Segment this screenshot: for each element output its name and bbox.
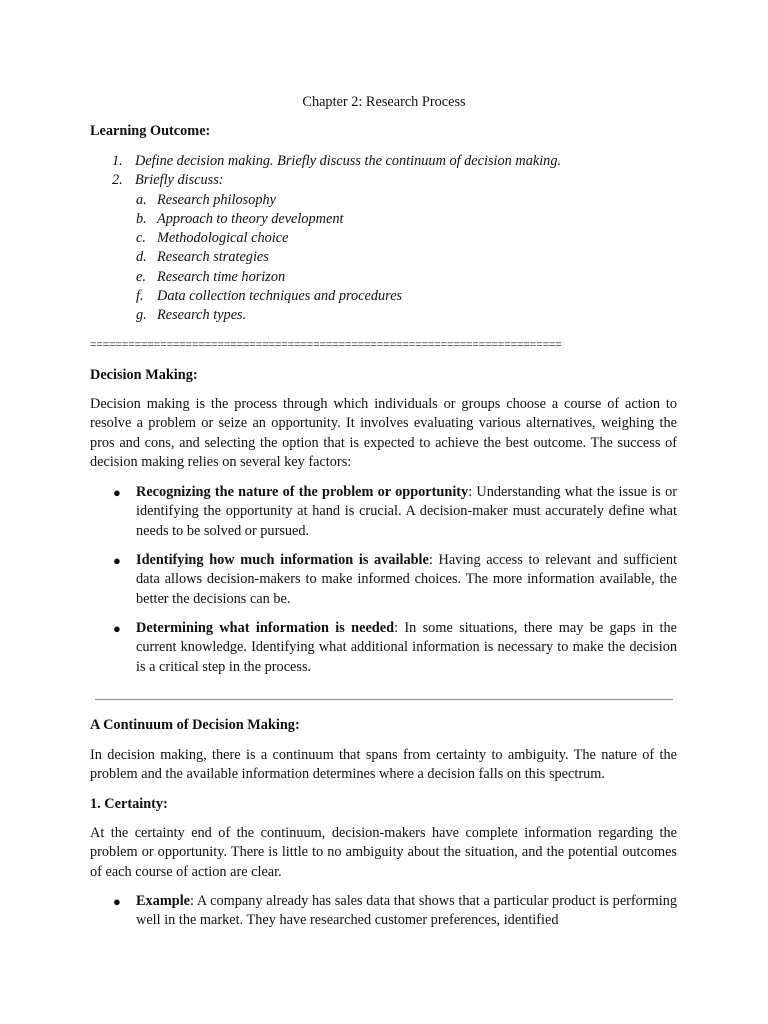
sub-list-letter: e. <box>136 268 146 285</box>
sub-list-item <box>90 268 690 287</box>
bullet-description: : In some situations, there may be gaps in the current knowledge. Identifying what additional information is necessary to make the decision is a critical step in the process. <box>136 620 677 675</box>
sub-list-letter: g. <box>136 307 147 324</box>
list-number: 1. <box>112 153 123 169</box>
sub-list-letter: b. <box>136 210 147 227</box>
decision-making-paragraph: Decision making is the process through which individuals or groups choose a course of action to resolve a problem or seize an opportunity. It involves evaluating various alternatives, weighing the pros and cons, and selecting the option that is expected to achieve the best outcome. The success of decision making relies on several key factors: <box>90 396 677 471</box>
separator-line: ========================================================================== <box>90 339 562 351</box>
certainty-heading: 1. Certainty: <box>90 796 168 812</box>
bullet-term: Determining what information is needed <box>136 620 395 636</box>
sub-list-text: Methodological choice <box>157 230 289 247</box>
list-item-text: Briefly discuss: <box>135 172 224 189</box>
sub-list-letter: d. <box>136 249 147 266</box>
bullet-description: : Understanding what the issue is or identifying the opportunity at hand is crucial. A decision-maker must accurately define what needs to be solved or pursued. <box>136 484 678 539</box>
bullet-text <box>136 483 677 541</box>
bullet-term: Recognizing the nature of the problem or opportunity <box>136 484 469 500</box>
bullet-term: Example <box>136 893 191 909</box>
list-item <box>90 152 690 171</box>
bullet-text <box>136 551 677 609</box>
sub-list-text: Research time horizon <box>157 268 286 285</box>
bullet-term: Identifying how much information is available <box>136 552 429 568</box>
bullet-item <box>113 483 677 541</box>
certainty-paragraph: At the certainty end of the continuum, decision-makers have complete information regarding the problem or opportunity. There is little to no ambiguity about the situation, and the potential outcomes of each course of action are clear. <box>90 825 677 880</box>
sub-list-item <box>90 306 690 325</box>
learning-outcome-list <box>90 152 690 326</box>
horizontal-rule <box>95 699 673 700</box>
bullet-description: : A company already has sales data that shows that a particular product is performing well in the market. They have researched customer preferences, identified <box>136 893 677 929</box>
bullet-text <box>136 892 677 931</box>
sub-list-item <box>90 210 690 229</box>
bullet-icon: ● <box>113 485 121 500</box>
learning-outcome-heading: Learning Outcome: <box>90 123 211 139</box>
sub-list-item <box>90 229 690 248</box>
bullet-icon: ● <box>113 894 121 909</box>
bullet-icon: ● <box>113 553 121 568</box>
sub-list-letter: f. <box>136 288 144 305</box>
sub-list-letter: a. <box>136 191 147 208</box>
continuum-paragraph: In decision making, there is a continuum that spans from certainty to ambiguity. The nature of the problem and the available information determines where a decision falls on this spectrum. <box>90 747 677 783</box>
sub-list-text: Data collection techniques and procedures <box>157 288 403 305</box>
sub-list-text: Research philosophy <box>157 191 276 208</box>
bullet-item <box>113 892 677 931</box>
continuum-heading: A Continuum of Decision Making: <box>90 717 300 733</box>
sub-list-letter: c. <box>136 230 146 247</box>
bullet-item <box>113 619 677 677</box>
chapter-title: Chapter 2: Research Process <box>302 94 466 110</box>
sub-list-item <box>90 287 690 306</box>
bullet-description: : Having access to relevant and sufficient data allows decision-makers to make informed choices. The more information available, the better the decisions can be. <box>136 552 677 607</box>
list-item-text: Define decision making. Briefly discuss the continuum of decision making. <box>135 153 562 169</box>
bullet-item <box>113 551 677 609</box>
sub-list-item <box>90 248 690 267</box>
sub-list-text: Research types. <box>157 307 247 324</box>
sub-list-item <box>90 191 690 210</box>
bullet-text <box>136 619 677 677</box>
sub-list-text: Approach to theory development <box>157 210 344 227</box>
sub-list-text: Research strategies <box>157 249 269 266</box>
bullet-icon: ● <box>113 621 121 636</box>
list-number: 2. <box>112 172 123 189</box>
list-item <box>90 171 690 190</box>
decision-making-heading: Decision Making: <box>90 367 198 383</box>
